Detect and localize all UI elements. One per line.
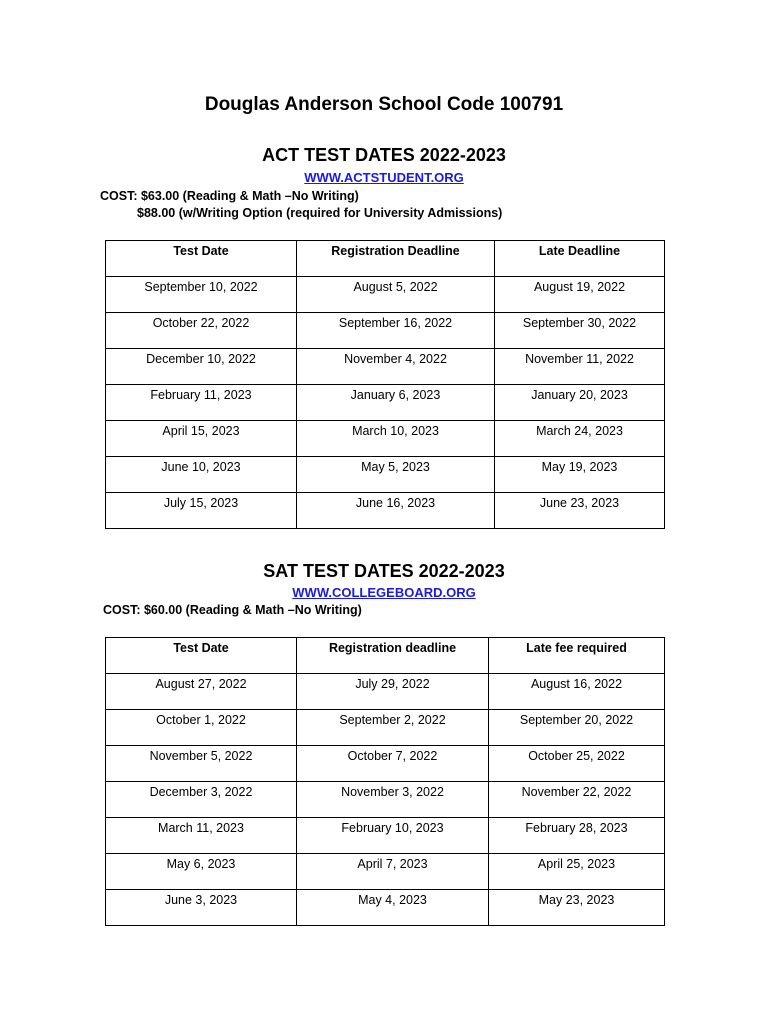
column-header: Registration deadline [297, 638, 489, 674]
test-date-cell: August 27, 2022 [106, 674, 297, 710]
test-date-cell: September 10, 2022 [106, 277, 297, 313]
sat-cost-line: COST: $60.00 (Reading & Math –No Writing) [103, 603, 362, 617]
table-row [106, 385, 665, 421]
late-fee-cell: August 16, 2022 [489, 674, 665, 710]
late-fee-cell: November 22, 2022 [489, 782, 665, 818]
school-title: Douglas Anderson School Code 100791 [204, 94, 564, 115]
test-date-cell: October 1, 2022 [106, 710, 297, 746]
column-header: Late fee required [489, 638, 665, 674]
late-deadline-cell: September 30, 2022 [495, 313, 665, 349]
table-row [106, 818, 665, 854]
table-row [106, 349, 665, 385]
table-row [106, 421, 665, 457]
test-date-cell: November 5, 2022 [106, 746, 297, 782]
test-date-cell: December 10, 2022 [106, 349, 297, 385]
late-fee-cell: September 20, 2022 [489, 710, 665, 746]
registration-deadline-cell: September 16, 2022 [297, 313, 495, 349]
table-row [106, 277, 665, 313]
sat-section-title: SAT TEST DATES 2022-2023 [263, 561, 505, 581]
test-date-cell: December 3, 2022 [106, 782, 297, 818]
registration-deadline-cell: June 16, 2023 [297, 493, 495, 529]
test-date-cell: July 15, 2023 [106, 493, 297, 529]
test-date-cell: February 11, 2023 [106, 385, 297, 421]
registration-deadline-cell: July 29, 2022 [297, 674, 489, 710]
act-section-title: ACT TEST DATES 2022-2023 [262, 145, 506, 165]
table-row [106, 746, 665, 782]
late-deadline-cell: August 19, 2022 [495, 277, 665, 313]
late-deadline-cell: June 23, 2023 [495, 493, 665, 529]
table-row [106, 710, 665, 746]
column-header: Registration Deadline [297, 241, 495, 277]
test-date-cell: May 6, 2023 [106, 854, 297, 890]
table-row [106, 890, 665, 926]
late-fee-cell: October 25, 2022 [489, 746, 665, 782]
test-date-cell: June 3, 2023 [106, 890, 297, 926]
late-deadline-cell: January 20, 2023 [495, 385, 665, 421]
act-dates-table [105, 240, 665, 529]
table-row [106, 854, 665, 890]
test-date-cell: March 11, 2023 [106, 818, 297, 854]
registration-deadline-cell: February 10, 2023 [297, 818, 489, 854]
registration-deadline-cell: January 6, 2023 [297, 385, 495, 421]
registration-deadline-cell: November 3, 2022 [297, 782, 489, 818]
table-header-row [106, 638, 665, 674]
table-row [106, 313, 665, 349]
test-date-cell: October 22, 2022 [106, 313, 297, 349]
table-row [106, 457, 665, 493]
registration-deadline-cell: October 7, 2022 [297, 746, 489, 782]
sat-website-link[interactable]: WWW.COLLEGEBOARD.ORG [292, 585, 476, 600]
registration-deadline-cell: May 5, 2023 [297, 457, 495, 493]
registration-deadline-cell: August 5, 2022 [297, 277, 495, 313]
late-fee-cell: April 25, 2023 [489, 854, 665, 890]
column-header: Late Deadline [495, 241, 665, 277]
table-row [106, 493, 665, 529]
registration-deadline-cell: May 4, 2023 [297, 890, 489, 926]
column-header: Test Date [106, 241, 297, 277]
late-fee-cell: February 28, 2023 [489, 818, 665, 854]
test-date-cell: April 15, 2023 [106, 421, 297, 457]
sat-dates-table [105, 637, 665, 926]
table-row [106, 674, 665, 710]
table-row [106, 782, 665, 818]
late-fee-cell: May 23, 2023 [489, 890, 665, 926]
registration-deadline-cell: November 4, 2022 [297, 349, 495, 385]
act-website-link[interactable]: WWW.ACTSTUDENT.ORG [304, 170, 464, 185]
act-cost-line-1: COST: $63.00 (Reading & Math –No Writing) [100, 189, 359, 203]
table-header-row [106, 241, 665, 277]
late-deadline-cell: March 24, 2023 [495, 421, 665, 457]
registration-deadline-cell: March 10, 2023 [297, 421, 495, 457]
late-deadline-cell: May 19, 2023 [495, 457, 665, 493]
test-date-cell: June 10, 2023 [106, 457, 297, 493]
late-deadline-cell: November 11, 2022 [495, 349, 665, 385]
act-cost-line-2: $88.00 (w/Writing Option (required for University Admissions) [137, 206, 503, 220]
registration-deadline-cell: April 7, 2023 [297, 854, 489, 890]
registration-deadline-cell: September 2, 2022 [297, 710, 489, 746]
column-header: Test Date [106, 638, 297, 674]
